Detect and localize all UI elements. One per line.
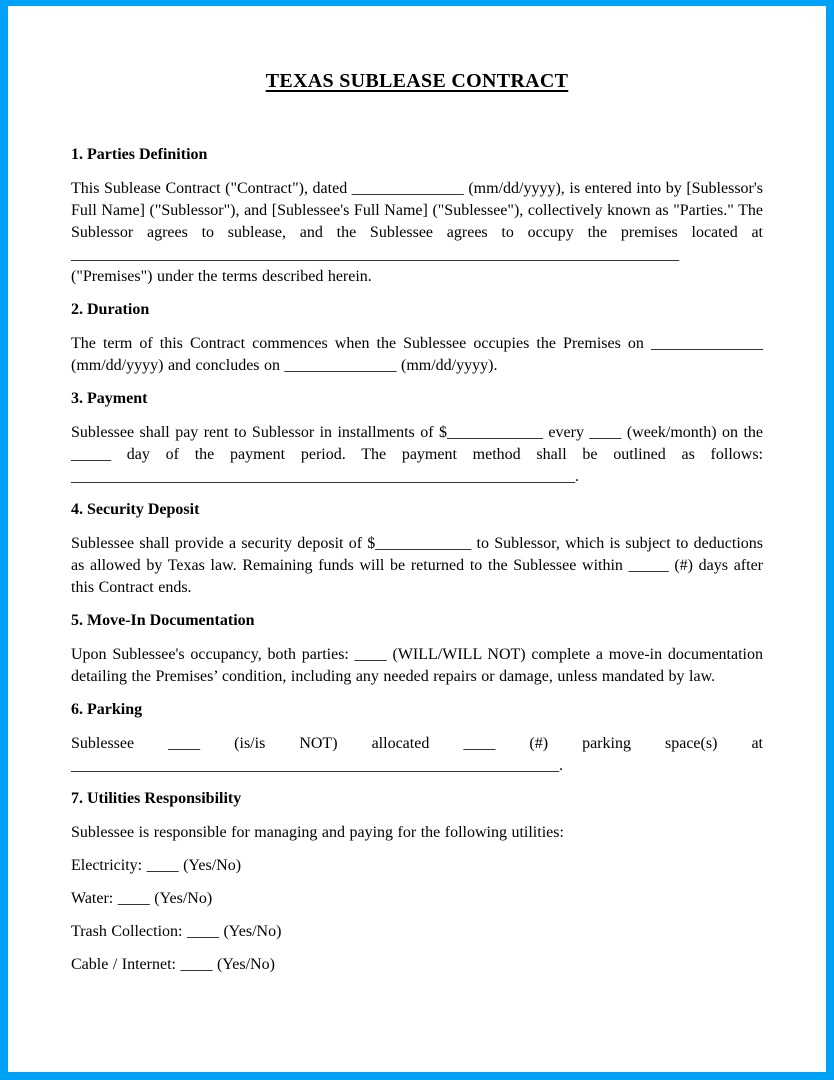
section-paragraph: Sublessee shall provide a security deposit of $____________ to Sublessor, which is subject to deductions as allowed by Texas law. Remaining funds will be returned to the Sublessee within _____ (#) days after this Contract ends. <box>71 535 763 596</box>
contract-page <box>8 6 826 1072</box>
section-paragraph: Sublessee ____ (is/is NOT) allocated ____ (#) parking space(s) at _____________________________________________________________. <box>71 735 763 774</box>
contract-section <box>71 499 763 599</box>
section-heading: 5. Move-In Documentation <box>71 612 255 629</box>
section-heading: 2. Duration <box>71 301 150 318</box>
document-title: TEXAS SUBLEASE CONTRACT <box>265 70 569 92</box>
section-paragraph: This Sublease Contract ("Contract"), dated ______________ (mm/dd/yyyy), is entered into by [Sublessor's Full Name] ("Sublessor"), and [Sublessee's Full Name] ("Sublessee"), collectively known as "Parties." The Sublessor agrees to sublease, and the Sublessee agrees to occupy the premises located at ____________________________________________________________________________ ("Premises") under the terms described herein. <box>71 180 763 285</box>
section-paragraph: Electricity: ____ (Yes/No) <box>71 857 242 874</box>
contract-section <box>71 388 763 488</box>
section-paragraph: Water: ____ (Yes/No) <box>71 890 213 907</box>
document-body <box>71 144 763 976</box>
contract-section <box>71 610 763 688</box>
section-paragraph: Cable / Internet: ____ (Yes/No) <box>71 956 275 973</box>
contract-section <box>71 299 763 377</box>
section-heading: 3. Payment <box>71 390 148 407</box>
section-paragraph: Sublessee shall pay rent to Sublessor in installments of $____________ every ____ (week/month) on the _____ day of the payment period. The payment method shall be outlined as follows: _______________________________________________________________. <box>71 424 763 485</box>
section-paragraph: Trash Collection: ____ (Yes/No) <box>71 923 282 940</box>
section-heading: 4. Security Deposit <box>71 501 200 518</box>
contract-section <box>71 699 763 777</box>
section-heading: 1. Parties Definition <box>71 146 208 163</box>
section-paragraph: The term of this Contract commences when the Sublessee occupies the Premises on ______________ (mm/dd/yyyy) and concludes on ______________ (mm/dd/yyyy). <box>71 335 763 374</box>
section-heading: 6. Parking <box>71 701 143 718</box>
section-heading: 7. Utilities Responsibility <box>71 790 242 807</box>
contract-section <box>71 144 763 288</box>
section-paragraph: Sublessee is responsible for managing and paying for the following utilities: <box>71 824 564 841</box>
section-paragraph: Upon Sublessee's occupancy, both parties: ____ (WILL/WILL NOT) complete a move-in documentation detailing the Premises’ condition, including any needed repairs or damage, unless mandated by law. <box>71 646 763 685</box>
contract-section <box>71 788 763 976</box>
